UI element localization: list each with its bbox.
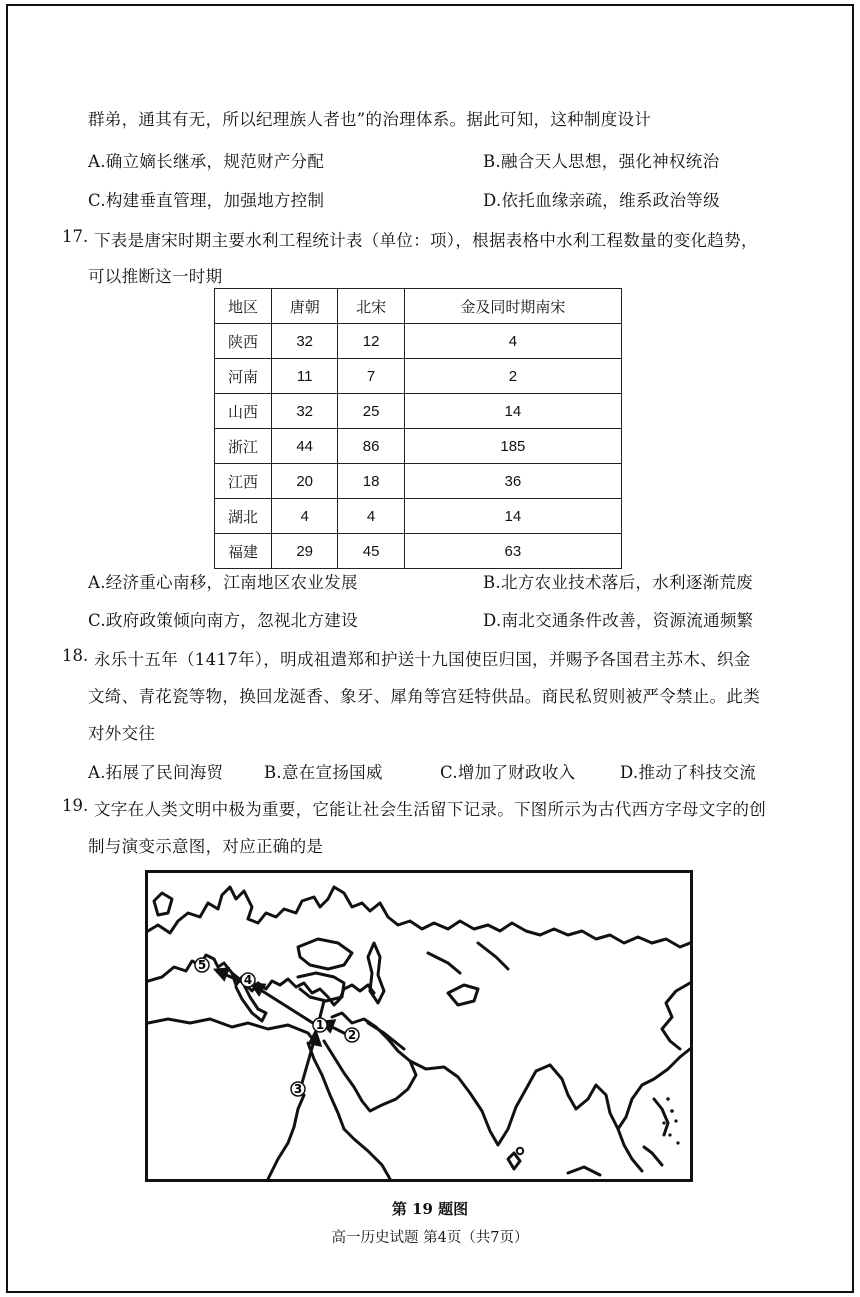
q19-stem-line1: 文字在人类文明中极为重要，它能让社会生活留下记录。下图所示为古代西方字母文字的创 [94,800,766,819]
table-cell-value: 29 [272,534,338,569]
table-cell-value: 32 [272,394,338,429]
table-cell-region: 河南 [215,359,272,394]
marker-1-label: 1 [315,1018,325,1032]
q18-option-c[interactable]: C.增加了财政收入 [440,763,576,782]
header-region: 地区 [215,289,272,324]
header-tang: 唐朝 [272,289,338,324]
q16-option-b[interactable]: B.融合天人思想，强化神权统治 [483,152,720,171]
table-cell-value: 12 [338,324,404,359]
q16-option-a[interactable]: A.确立嫡长继承，规范财产分配 [88,152,325,171]
marker-3-label: 3 [293,1082,303,1096]
table-cell-region: 山西 [215,394,272,429]
marker-2-label: 2 [347,1028,357,1042]
table-cell-region: 浙江 [215,429,272,464]
q19-number: 19. [62,796,89,815]
table-cell-value: 18 [338,464,404,499]
marker-5-label: 5 [197,958,207,972]
page-footer: 高一历史试题 第4页（共7页） [331,1230,529,1246]
table-row [215,464,622,499]
q17-option-b[interactable]: B.北方农业技术落后，水利逐渐荒废 [483,573,753,592]
q18-stem-line3: 对外交往 [88,724,156,743]
q16-option-d[interactable]: D.依托血缘亲疏，维系政治等级 [483,191,720,210]
table-cell-value: 36 [404,464,621,499]
table-cell-value: 2 [404,359,621,394]
table-cell-value: 86 [338,429,404,464]
table-cell-value: 63 [404,534,621,569]
table-cell-value: 14 [404,499,621,534]
table-cell-value: 4 [272,499,338,534]
table-cell-value: 4 [338,499,404,534]
table-header-row [215,289,622,324]
table-cell-region: 陕西 [215,324,272,359]
table-cell-value: 45 [338,534,404,569]
table-cell-value: 185 [404,429,621,464]
table-cell-region: 湖北 [215,499,272,534]
q18-number: 18. [62,646,89,665]
table-cell-value: 32 [272,324,338,359]
marker-4-label: 4 [243,973,253,987]
header-northern-song: 北宋 [338,289,404,324]
table-cell-value: 14 [404,394,621,429]
q18-option-a[interactable]: A.拓展了民间海贸 [88,763,224,782]
q17-option-d[interactable]: D.南北交通条件改善，资源流通频繁 [483,611,754,630]
table-row [215,394,622,429]
q16-option-c[interactable]: C.构建垂直管理，加强地方控制 [88,191,325,210]
table-row [215,429,622,464]
figure-caption: 第 19 题图 [391,1200,469,1218]
q18-stem-line1: 永乐十五年（1417年），明成祖遣郑和护送十九国使臣归国，并赐予各国君主苏木、织金 [94,650,751,669]
table-row [215,534,622,569]
q17-stem-line2: 可以推断这一时期 [88,267,223,286]
q17-stem-line1: 下表是唐宋时期主要水利工程统计表（单位：项），根据表格中水利工程数量的变化趋势， [94,231,758,250]
q18-stem-line2: 文绮、青花瓷等物，换回龙涎香、象牙、犀角等宫廷特供品。商民私贸则被严令禁止。此类 [88,687,760,706]
alphabet-spread-map [145,870,693,1182]
irrigation-table [214,288,622,569]
q16-stem-continuation: 群弟，通其有无，所以纪理族人者也”的治理体系。据此可知，这种制度设计 [88,110,652,129]
table-cell-region: 江西 [215,464,272,499]
table-cell-value: 25 [338,394,404,429]
table-cell-region: 福建 [215,534,272,569]
q17-number: 17. [62,227,89,246]
table-cell-value: 20 [272,464,338,499]
q18-option-b[interactable]: B.意在宣扬国威 [264,763,383,782]
table-cell-value: 11 [272,359,338,394]
q17-option-a[interactable]: A.经济重心南移，江南地区农业发展 [88,573,358,592]
q19-stem-line2: 制与演变示意图，对应正确的是 [88,837,324,856]
q18-option-d[interactable]: D.推动了科技交流 [620,763,757,782]
table-cell-value: 44 [272,429,338,464]
table-cell-value: 4 [404,324,621,359]
table-row [215,324,622,359]
map-svg [148,873,690,1179]
table-cell-value: 7 [338,359,404,394]
table-row [215,499,622,534]
q17-option-c[interactable]: C.政府政策倾向南方，忽视北方建设 [88,611,358,630]
table-row [215,359,622,394]
header-jin-southern-song: 金及同时期南宋 [404,289,621,324]
